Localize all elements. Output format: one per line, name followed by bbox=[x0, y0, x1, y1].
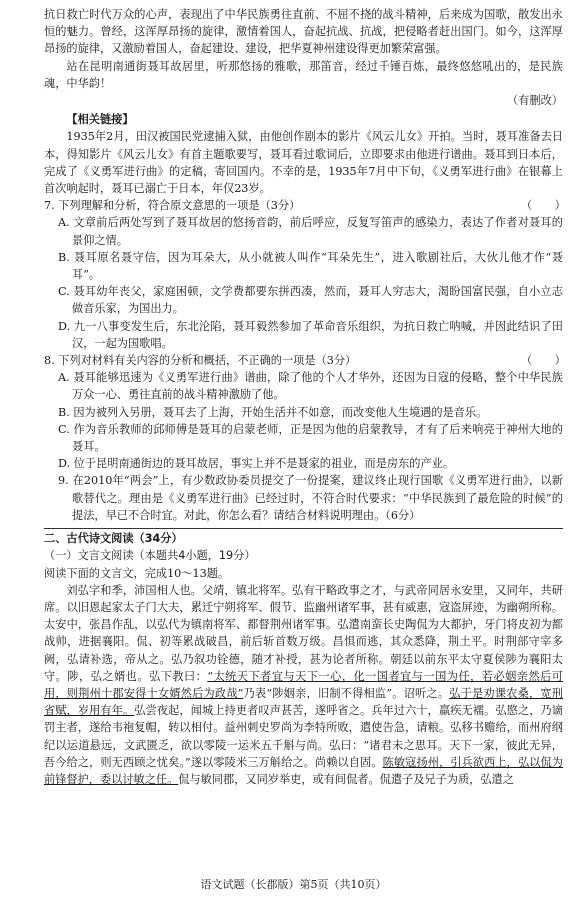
option-b: B. 因为被列入另册，聂耳去了上海，开始生活并不如意，而改变他人生境遇的是音乐。 bbox=[58, 405, 488, 419]
option-d: D. 九一八事变发生后，东北沦陷，聂耳毅然参加了革命音乐组织，为抗日救亡呐喊，并因此结识了田汉，一起为国歌唱。 bbox=[58, 319, 563, 350]
underlined-sentence: 弘于是劝课农桑，宽刑省赋，岁用有年。 bbox=[44, 686, 563, 718]
option-d: D. 位于昆明南通街边的聂耳故居，事实上并不是聂家的祖业，而是房东的产业。 bbox=[58, 457, 455, 471]
option-a: A. 文章前后两处写到了聂耳故居的悠扬音韵，前后呼应，反复写笛声的感染力，表达了作者对聂耳的景仰之情。 bbox=[58, 216, 563, 247]
answer-bracket: （ ） bbox=[521, 199, 566, 213]
reading-instruction: 阅读下面的文言文，完成10～13题。 bbox=[44, 566, 230, 580]
subsection-title: （一）文言文阅读（本题共4小题，19分） bbox=[44, 549, 256, 563]
option-c: C. 作为音乐教师的邱师傅是聂耳的启蒙老师，正是因为他的启蒙教导，才有了后来响亮于神州大地的聂耳。 bbox=[58, 422, 563, 454]
underlined-sentence: 陈敏寇扬州，引兵欲西上，弘以侃为前锋督护，委以讨敏之任。 bbox=[44, 755, 563, 786]
option-b: B. 聂耳原名聂守信，因为耳朵大，从小就被人叫作“耳朵先生”，进入歌剧社后，大伙儿他才作“聂耳”。 bbox=[58, 250, 563, 282]
question-stem: 8. 下列对材料有关内容的分析和概括，不正确的一项是（3分） bbox=[44, 354, 357, 368]
page-footer: 语文试题（长郡版）第5页（共10页） bbox=[200, 878, 387, 891]
underlined-sentence: “太统天下者宜与天下一心，化一国者宜与一国为任，若必姻亲然后可用，则荆州十郡安得十女婿然后为政哉” bbox=[44, 669, 563, 700]
question-7 bbox=[44, 197, 566, 214]
related-link-title: 【相关链接】 bbox=[66, 113, 134, 127]
classical-text: 刘弘字和季，沛国相人也。父靖，镇北将军。弘有干略政事之才，与武帝同居永安里，又同年，共研席。以旧恩起家太子门大夫，累迁宁朔将军、假节、监幽州诸军事，甚有威惠，寇盗屏迹，为幽朔所称。太安中，张昌作乱，以弘代为镇南将军、都督荆州诸军事。弘遣南蛮长史陶侃为大都护，牙门将皮初为都战帅，进据襄阳。侃、初等累战破昌，前后斩首数万级。昌惧而逃，其众悉降，荆土平。时荆部守宰多阙，弘请补选，帝从之。弘乃叙功铨德，随才补授，甚为论者所称。朝廷以前东平太守夏侯陟为襄阳太守。陟，弘之婿也。弘下教曰：“太统天下者宜与天下一心，化一国者宜与一国为任，若必姻亲然后可用，则荆州十郡安得十女婿然后为政哉”乃表“陟姻亲，旧制不得相监”。诏听之。弘于是劝课农桑，宽刑省赋，岁用有年。弘尝夜起，闻城上持更者叹声甚苦，遂呼省之。兵年过六十，羸疾无襦。弘愍之，乃谪罚主者，遂给韦袍复帽，转以相付。益州刺史罗尚为李特所败，遣使告急，请粮。弘移书赡给，而州府纲纪以运道悬远，文武匮乏，欲以零陵一运米五千斛与尚。弘曰：“诸君未之思耳。天下一家，彼此无异，吾今给之，则无西顾之忧矣。”遂以零陵米三万斛给之。尚赖以自固。陈敏寇扬州，引兵欲西上，弘以侃为前锋督护，委以讨敏之任。侃与敏同郡，又同岁举吏，或有间侃者。侃遣子及兄子为质，弘遣之 bbox=[44, 583, 563, 786]
question-stem: 7. 下列理解和分析，符合原文意思的一项是（3分） bbox=[44, 199, 301, 213]
passage-paragraph: 抗日救亡时代万众的心声，表现出了中华民族勇往直前、不屈不挠的战斗精神，后来成为国歌，散发出永恒的魅力。曾经，这浑厚昂扬的旋律，激情着国人，奋起抗战、抗战，把侵略者赶出国门。如今，这浑厚昂扬的旋律，又激励着国人，奋起建设、建设，把华夏神州建设得更加繁荣富强。 bbox=[44, 8, 563, 56]
question-9: 9. 在2010年“两会”上，有少数政协委员提交了一份提案，建议终止现行国歌《义勇军进行曲》，以新歌替代之。理由是《义勇军进行曲》已经过时，不符合时代要求：“中华民族到了最危险的时候”的提法，早已不合时宜。对此，你怎么看？请结合材料说明理由。（6分） bbox=[58, 474, 563, 522]
passage-paragraph: 站在昆明南通街聂耳故居里，听那悠扬的雅歌，那笛音，经过千锤百炼，最终悠悠吼出的，是民族魂，中华韵！ bbox=[44, 59, 563, 90]
option-a: A. 聂耳能够迅速为《义勇军进行曲》谱曲，除了他的个人才华外，还因为日寇的侵略，整个中华民族万众一心、勇往直前的战斗精神激励了他。 bbox=[58, 371, 563, 402]
source-note: （有删改） bbox=[507, 94, 563, 108]
related-link-text: 1935年2月，田汉被国民党逮捕入狱，由他创作剧本的影片《风云儿女》开拍。当时，聂耳准备去日本，得知影片《风云儿女》有首主题歌要写，聂耳看过歌词后，立即要求由他进行谱曲。聂耳到日本后，完成了《义勇军进行曲》的定稿，寄回国内。不幸的是，1935年7月中下旬，《义勇军进行曲》在银幕上首次响起时，聂耳已溺亡于日本，年仅23岁。 bbox=[44, 130, 563, 196]
option-c: C. 聂耳幼年丧父，家庭困顿，文学费都要东拼西凑，然而，聂耳人穷志大，渴盼国富民强，自小立志做音乐家，为国出力。 bbox=[58, 285, 563, 316]
question-8 bbox=[44, 352, 566, 369]
answer-bracket: （ ） bbox=[521, 354, 566, 368]
section-title: 二、古代诗文阅读（34分） bbox=[44, 528, 563, 547]
